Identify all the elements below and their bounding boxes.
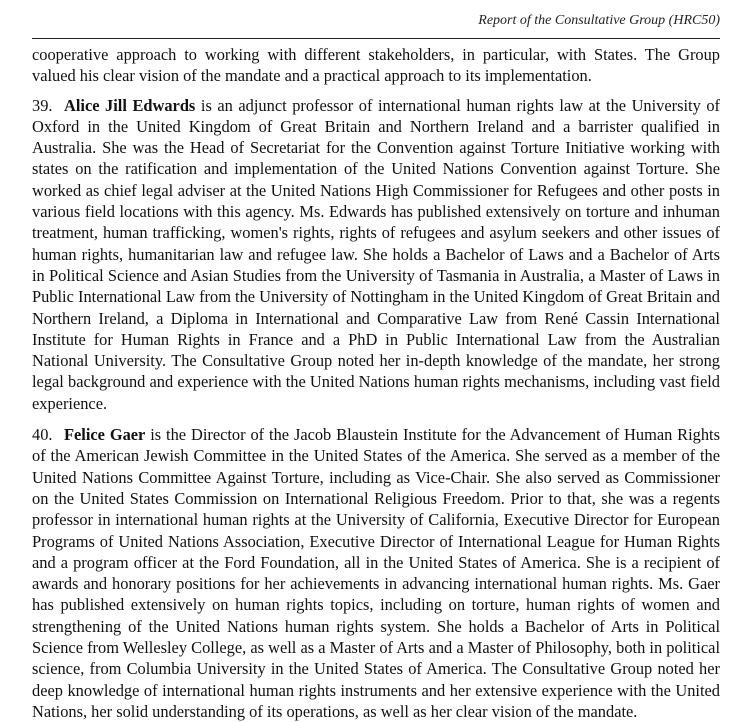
header-title: Report of the Consultative Group (HRC50)	[478, 13, 720, 28]
paragraph-number: 39.	[32, 95, 53, 115]
person-name: Felice Gaer	[64, 425, 146, 445]
paragraph-number: 40.	[32, 425, 53, 445]
page-header	[32, 0, 720, 39]
paragraph-text: is the Director of the Jacob Blaustein Institute for the Advancement of Human Rights of the American Jewish Committee in the United States of the America. She served as a member of the United Nations Committee Against Torture, including as Vice-Chair. She also served as Commissioner on the United States Commission on International Religious Freedom. Prior to that, she was a regents professor in international human rights at the University of California, Executive Director for European Programs of United Nations Association, Executive Director of International League for Human Rights and a program officer at the Ford Foundation, all in the United States of America. She is a recipient of awards and honorary positions for her achievements in advancing international human rights. Ms. Gaer has published extensively on human rights topics, including on torture, human rights of women and strengthening of the United Nations human rights system. She holds a Bachelor of Arts in Political Science from Wellesley College, as well as a Master of Arts and a Master of Philosophy, both in political science, from Columbia University in the United States of America. The Consultative Group noted her deep knowledge of international human rights instruments and her extensive experience with the United Nations, her solid understanding of its operations, as well as her clear vision of the mandate.	[32, 425, 720, 721]
document-page	[32, 0, 720, 722]
person-name: Alice Jill Edwards	[64, 95, 196, 115]
paragraph-text: cooperative approach to working with different stakeholders, in particular, with States. The Group valued his clear vision of the mandate and a practical approach to its implementation.	[32, 45, 720, 86]
paragraph-continuation	[32, 44, 720, 87]
paragraph-39	[32, 95, 720, 414]
paragraph-text: is an adjunct professor of international human rights law at the University of Oxford in the United Kingdom of Great Britain and Northern Ireland and a barrister qualified in Australia. She was the Head of Secretariat for the Convention against Torture Initiative working with states on the ratification and implementation of the United Nations Convention against Torture. She worked as chief legal adviser at the United Nations High Commissioner for Refugees and other posts in various field locations with this agency. Ms. Edwards has published extensively on torture and inhuman treatment, human trafficking, women's rights, rights of refugees and asylum seekers and other issues of human rights, humanitarian law and refugee law. She holds a Bachelor of Laws and a Bachelor of Arts in Political Science and Asian Studies from the University of Tasmania in Australia, a Master of Laws in Public International Law from the University of Nottingham in the United Kingdom of Great Britain and Northern Ireland, a Diploma in International and Comparative Law from René Cassin International Institute for Human Rights in France and a PhD in Public International Law from the Australian National University. The Consultative Group noted her in-depth knowledge of the mandate, her strong legal background and experience with the United Nations human rights mechanisms, including vast field experience.	[32, 95, 720, 413]
paragraph-40	[32, 424, 720, 722]
